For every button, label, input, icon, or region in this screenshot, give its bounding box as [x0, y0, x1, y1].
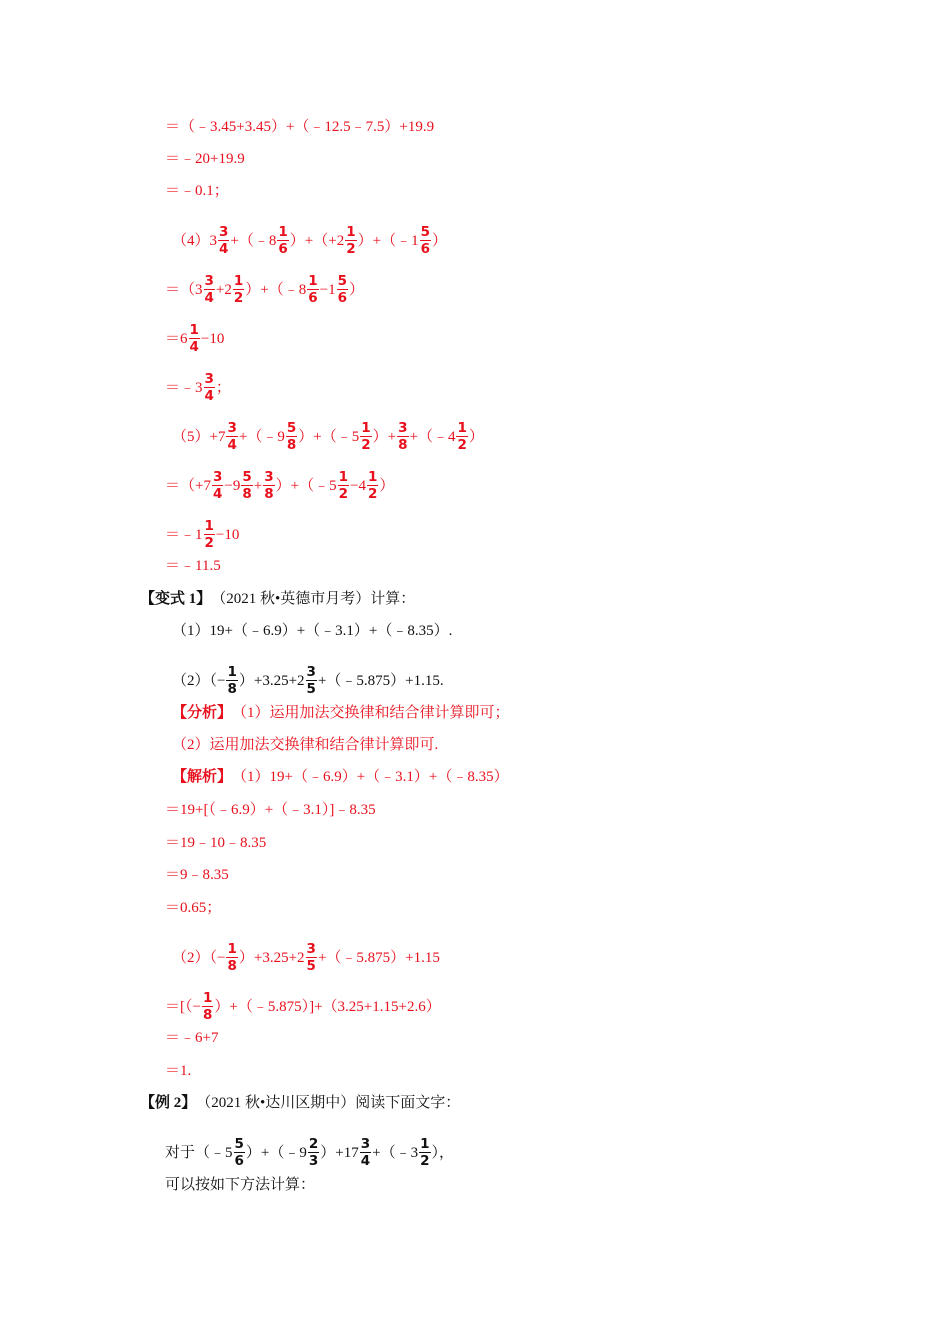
step-text: ＝19+[（﹣6.9）+（﹣3.1）]﹣8.35 — [165, 802, 376, 818]
fraction — [367, 469, 378, 502]
denominator: 4 — [212, 486, 223, 502]
denominator: 4 — [360, 1153, 371, 1169]
denominator: 2 — [361, 437, 371, 453]
text-segment: ＝﹣3 — [165, 379, 203, 396]
fraction — [308, 1136, 319, 1169]
fraction — [204, 518, 215, 551]
numerator: 2 — [308, 1136, 319, 1152]
numerator: 3 — [398, 420, 408, 436]
fraction — [226, 664, 237, 697]
text-segment: −9 — [224, 477, 241, 494]
fraction — [286, 420, 297, 453]
step-text: ＝0.65； — [165, 900, 222, 916]
text-segment: ） — [468, 428, 484, 445]
numerator: 1 — [227, 664, 237, 680]
text-segment: +（﹣5.875）+1.15 — [317, 949, 440, 966]
text-segment: −10 — [215, 526, 240, 543]
fraction — [338, 469, 349, 502]
example-label: 【例 2】 — [140, 1095, 197, 1111]
step-line — [165, 865, 229, 885]
variant-1-question-1 — [172, 621, 452, 641]
numerator: 5 — [337, 273, 348, 289]
text-segment: ） — [379, 477, 395, 494]
denominator: 2 — [338, 486, 348, 502]
numerator: 5 — [286, 420, 297, 436]
text-segment: +（﹣8 — [230, 232, 277, 249]
text-segment: ）+3.25+2 — [238, 672, 305, 689]
numerator: 3 — [227, 420, 237, 436]
fraction — [189, 322, 200, 355]
numerator: 3 — [219, 224, 229, 240]
numerator: 3 — [204, 371, 214, 387]
fraction — [360, 1136, 371, 1169]
text-segment: ） — [432, 232, 448, 249]
step-text: ＝（﹣3.45+3.45）+（﹣12.5﹣7.5）+19.9 — [165, 119, 435, 135]
fraction — [263, 469, 274, 502]
text-segment: ） — [349, 281, 365, 298]
variant-label: 【变式 1】 — [140, 591, 212, 607]
text-segment: ）， — [431, 1144, 455, 1161]
step-line — [165, 556, 221, 576]
numerator: 1 — [233, 273, 244, 289]
numerator: 5 — [234, 1136, 244, 1152]
step-line — [165, 322, 224, 355]
step-text: ＝﹣0.1； — [165, 183, 229, 199]
step-text: ＝﹣11.5 — [165, 558, 221, 574]
step-line — [165, 117, 434, 137]
text-segment: ）+（+2 — [289, 232, 345, 249]
numerator: 1 — [338, 469, 348, 485]
text-segment: ）+17 — [320, 1144, 359, 1161]
text-segment: （2）（− — [172, 949, 226, 966]
denominator: 8 — [227, 681, 237, 697]
fraction — [456, 420, 467, 453]
text-segment: ＝（+7 — [165, 477, 211, 494]
fraction — [202, 990, 213, 1023]
numerator: 3 — [306, 664, 316, 680]
text-segment: ＝（3 — [165, 281, 203, 298]
step-text: ＝1. — [165, 1063, 192, 1079]
solution-line-1 — [172, 767, 509, 787]
fraction — [233, 273, 244, 306]
step-line — [165, 181, 229, 201]
numerator: 1 — [227, 941, 237, 957]
fraction — [419, 1136, 430, 1169]
fraction — [204, 273, 215, 306]
denominator: 2 — [457, 437, 467, 453]
text-segment: ）+（﹣5 — [298, 428, 360, 445]
method-text: 可以按如下方法计算： — [165, 1177, 316, 1193]
text-segment: ）+（﹣8 — [245, 281, 307, 298]
denominator: 2 — [233, 290, 244, 306]
analysis-text: （1）运用加法交换律和结合律计算即可； — [232, 705, 510, 721]
denominator: 3 — [308, 1153, 319, 1169]
text-segment: ＝6 — [165, 330, 188, 347]
text-segment: +（﹣5.875）+1.15. — [317, 672, 444, 689]
text-segment: +2 — [215, 281, 232, 298]
denominator: 2 — [346, 241, 356, 257]
numerator: 1 — [457, 420, 467, 436]
denominator: 2 — [420, 1153, 430, 1169]
text-segment: −1 — [319, 281, 336, 298]
numerator: 1 — [420, 1136, 430, 1152]
text-segment: ）+（﹣9 — [245, 1144, 307, 1161]
step-line — [165, 1061, 191, 1081]
text-segment: （5）+7 — [172, 428, 226, 445]
step-line — [165, 898, 221, 918]
fraction — [360, 420, 371, 453]
numerator: 3 — [212, 469, 223, 485]
fraction — [234, 1136, 245, 1169]
example-2-expression — [165, 1136, 454, 1169]
text-segment: + — [253, 477, 263, 494]
text-segment: ）+（﹣1 — [357, 232, 419, 249]
step-line — [165, 149, 245, 169]
analysis-label: 【分析】 — [172, 705, 233, 721]
fraction — [277, 224, 288, 257]
denominator: 8 — [202, 1007, 213, 1023]
numerator: 1 — [361, 420, 371, 436]
denominator: 2 — [204, 535, 214, 551]
numerator: 5 — [242, 469, 252, 485]
step-line — [165, 469, 394, 502]
denominator: 5 — [306, 681, 316, 697]
text-segment: +（﹣3 — [372, 1144, 419, 1161]
step-text: ＝﹣6+7 — [165, 1030, 219, 1046]
solution-text: （1）19+（﹣6.9）+（﹣3.1）+（﹣8.35） — [232, 769, 509, 785]
text-segment: ）+3.25+2 — [238, 949, 305, 966]
text-segment: ＝[（− — [165, 998, 201, 1015]
fraction — [226, 941, 237, 974]
denominator: 8 — [227, 958, 237, 974]
fraction — [397, 420, 408, 453]
solution-label: 【解析】 — [172, 769, 233, 785]
numerator: 3 — [360, 1136, 371, 1152]
denominator: 8 — [242, 486, 252, 502]
fraction — [345, 224, 356, 257]
denominator: 4 — [204, 290, 214, 306]
fraction — [307, 273, 318, 306]
step-text: ＝9﹣8.35 — [165, 867, 229, 883]
example-source: （2021 秋•达川区期中）阅读下面文字： — [196, 1095, 461, 1111]
step-line — [165, 990, 441, 1023]
numerator: 1 — [278, 224, 288, 240]
fraction — [204, 371, 215, 404]
denominator: 8 — [286, 437, 297, 453]
text-segment: （4）3 — [172, 232, 218, 249]
text-segment: 对于（﹣5 — [165, 1144, 233, 1161]
fraction — [337, 273, 348, 306]
fraction — [218, 224, 229, 257]
example-2-heading — [140, 1093, 460, 1113]
denominator: 8 — [264, 486, 274, 502]
text-segment: −4 — [350, 477, 366, 494]
denominator: 4 — [227, 437, 237, 453]
numerator: 1 — [189, 322, 199, 338]
analysis-line-2 — [172, 735, 438, 755]
text-segment: ）+ — [372, 428, 397, 445]
fraction — [306, 941, 317, 974]
denominator: 4 — [204, 388, 214, 404]
numerator: 1 — [346, 224, 356, 240]
denominator: 6 — [234, 1153, 244, 1169]
denominator: 8 — [398, 437, 408, 453]
text-segment: −10 — [200, 330, 225, 347]
numerator: 3 — [264, 469, 274, 485]
fraction — [306, 664, 317, 697]
numerator: 3 — [306, 941, 316, 957]
variant-1-heading — [140, 589, 415, 609]
text-segment: ＝﹣1 — [165, 526, 203, 543]
numerator: 1 — [202, 990, 213, 1006]
step-line — [165, 273, 364, 306]
denominator: 6 — [278, 241, 288, 257]
denominator: 5 — [306, 958, 316, 974]
text-segment: ）+（﹣5 — [275, 477, 337, 494]
denominator: 2 — [367, 486, 378, 502]
text-segment: （2）（− — [172, 672, 226, 689]
denominator: 6 — [337, 290, 348, 306]
problem-5 — [172, 420, 484, 453]
fraction — [241, 469, 252, 502]
step-line — [165, 371, 231, 404]
denominator: 6 — [308, 290, 318, 306]
fraction — [212, 469, 223, 502]
text-segment: +（﹣4 — [409, 428, 456, 445]
variant-1-question-2 — [172, 664, 444, 697]
step-line — [172, 941, 440, 974]
fraction — [420, 224, 431, 257]
example-2-method — [165, 1175, 315, 1195]
numerator: 1 — [367, 469, 378, 485]
analysis-text: （2）运用加法交换律和结合律计算即可. — [172, 737, 439, 753]
numerator: 1 — [204, 518, 214, 534]
analysis-line-1 — [172, 703, 510, 723]
step-line — [165, 518, 239, 551]
step-line — [165, 1028, 218, 1048]
question-text: （1）19+（﹣6.9）+（﹣3.1）+（﹣8.35）. — [172, 623, 453, 639]
text-segment: ）+（﹣5.875）]+（3.25+1.15+2.6） — [214, 998, 441, 1015]
text-segment: ； — [215, 379, 231, 396]
text-segment: +（﹣9 — [238, 428, 285, 445]
fraction — [226, 420, 237, 453]
variant-source: （2021 秋•英德市月考）计算： — [211, 591, 416, 607]
problem-4 — [172, 224, 447, 257]
numerator: 3 — [204, 273, 214, 289]
step-text: ＝﹣20+19.9 — [165, 151, 245, 167]
numerator: 1 — [308, 273, 318, 289]
step-text: ＝19﹣10﹣8.35 — [165, 835, 267, 851]
step-line — [165, 800, 376, 820]
step-line — [165, 833, 266, 853]
denominator: 4 — [189, 339, 199, 355]
numerator: 5 — [420, 224, 430, 240]
denominator: 6 — [420, 241, 430, 257]
denominator: 4 — [219, 241, 229, 257]
